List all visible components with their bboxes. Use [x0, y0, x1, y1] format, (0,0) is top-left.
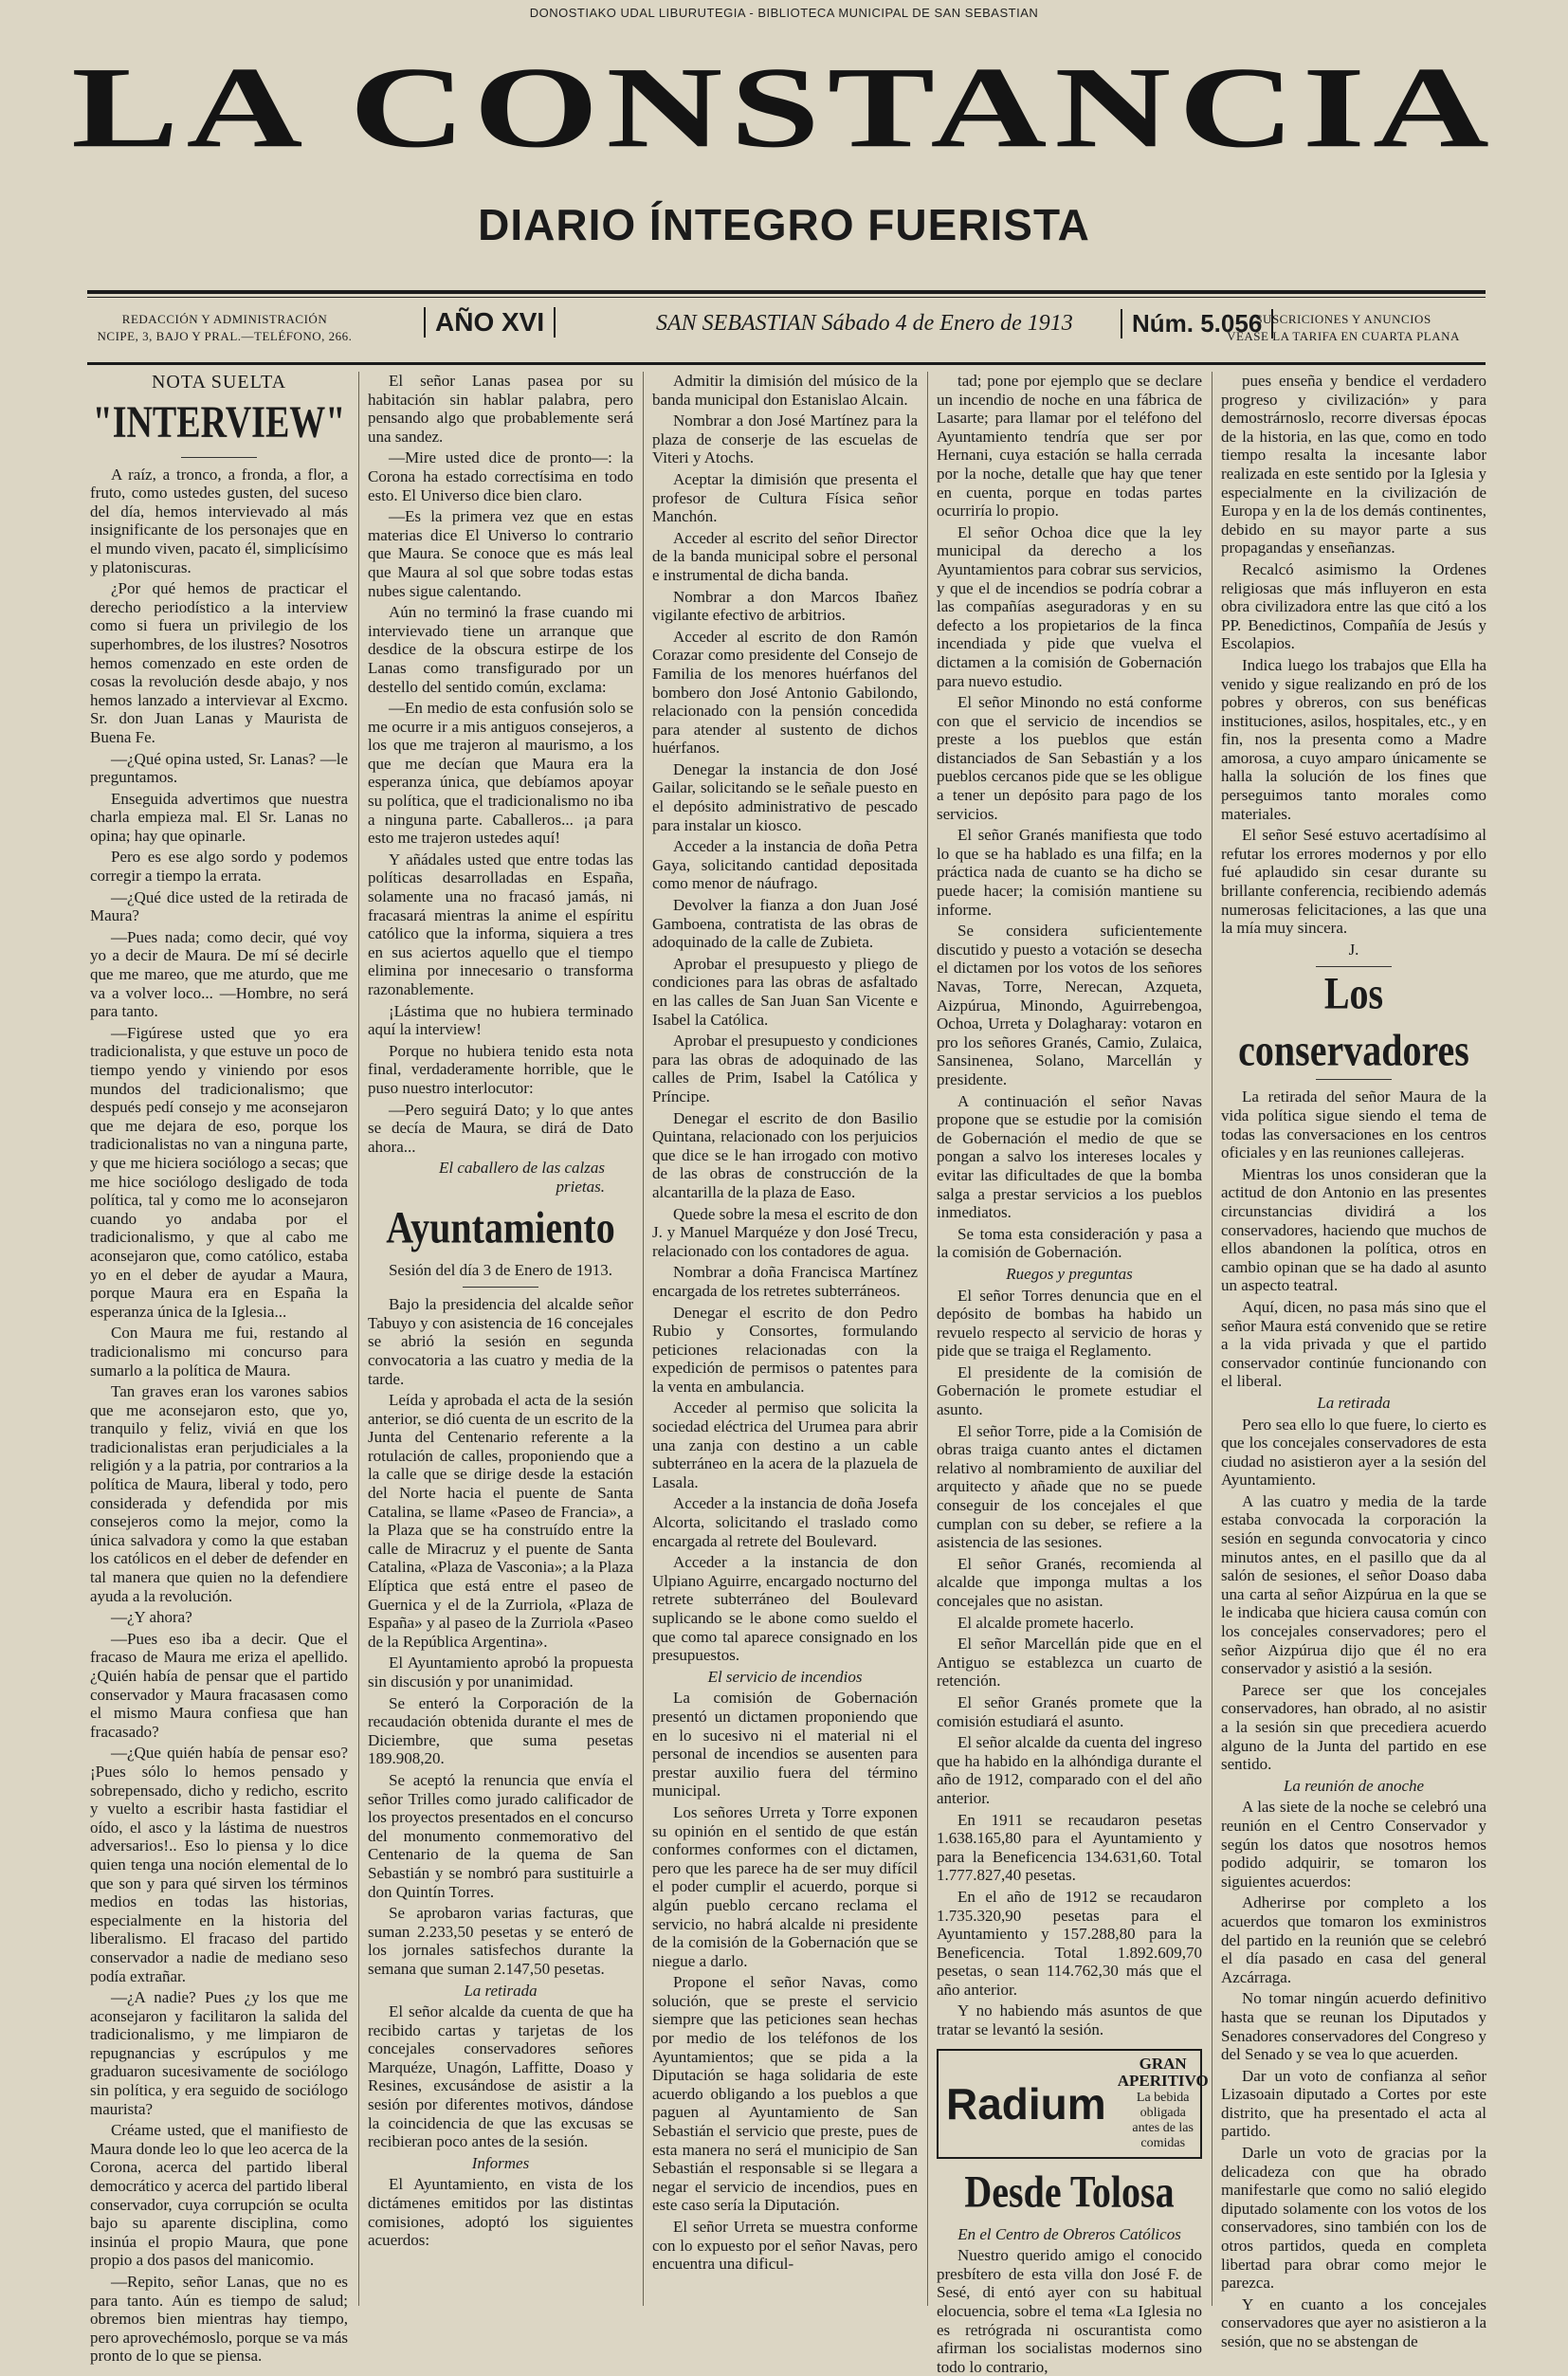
paragraph: El señor alcalde da cuenta de que ha recibido cartas y tarjetas de los concejales conservadores señores Marquéze, Unagón, Laffitte, Doaso y Resines, excusándose de asistir a la sesión por diferentes motivos, dándose la coincidencia de que las excusas se recibieran poco antes de la sesión.	[368, 2002, 633, 2151]
paragraph: Porque no hubiera tenido esta nota final, verdaderamente horrible, que le puso nuestro interlocutor:	[368, 1041, 633, 1097]
paragraph: El alcalde promete hacerlo.	[957, 1613, 1134, 1632]
info-right	[1201, 311, 1486, 345]
paragraph: El señor Torre, pide a la Comisión de obras traiga cuanto antes el dictamen relativo al nombramiento de auxiliar del arquitecto y añade que no se puede conseguir de los concejales el que cumplan con su deber, se refiere a la asistencia de las sesiones.	[937, 1421, 1202, 1552]
info-left-line1: REDACCIÓN Y ADMINISTRACIÓN	[121, 312, 328, 326]
paragraph: ¿Por qué hemos de practicar el derecho periodístico a la interview como si fuera un privilegio de los superhombres, de los ilustres? Nosotros hemos comenzado en este orden de cosas la revolución desde abajo, y nos hemos lanzado a intervievar al Excmo. Sr. don Juan Lanas y Maurista de Buena Fe.	[90, 579, 348, 746]
info-left-line2: NCIPE, 3, BAJO Y PRAL.—TELÉFONO, 266.	[97, 329, 353, 343]
ad-line1: GRAN APERITIVO	[1117, 2054, 1209, 2090]
paragraph: Aprobar el presupuesto y condiciones para las obras de adoquinado de las calles de Prim, Isabel la Católica y Príncipe.	[652, 1032, 918, 1106]
paragraph: Acceder al escrito de don Ramón Corazar como presidente del Consejo de Familia de los menores huérfanos del bombero don José Antonio Gabilondo, relacionado con la pensión concedida para atender al sustento de dichos huérfanos.	[652, 627, 918, 758]
session-line: Sesión del día 3 de Enero de 1913.	[388, 1260, 613, 1279]
paragraph: El señor Granés promete que la comisión estudiará el asunto.	[937, 1692, 1202, 1730]
paragraph: Y añádales usted que entre todas las políticas desarrolladas en España, solamente una no fracasó jamás, ni fracasará mientras la anime el espíritu católico que la informa, siquiera a tres en sus aciertos aquello que el tiempo elimina por innecesario o transforma razonablemente.	[368, 850, 633, 998]
paragraph: La retirada del señor Maura de la vida política sigue siendo el tema de todas las conversaciones en los centros oficiales y en las reuniones callejeras.	[1221, 1087, 1486, 1162]
paragraph: En el año de 1912 se recaudaron 1.735.320,90 pesetas para el Ayuntamiento y 157.288,80 para la Beneficencia. Total 1.892.609,70 pesetas, o sean 114.762,30 más que el año anterior.	[937, 1887, 1202, 1999]
paragraph: —¿A nadie? Pues ¿y los que me aconsejaron y facilitaron la salida del tradicionalismo, y me limpiaron de repugnancias y escrúpulos y me graduaron sucesivamente de sociólogo sin política, y era seguido de sociólogo maurista?	[90, 1988, 348, 2118]
paragraph: El señor alcalde da cuenta del ingreso que ha habido en la alhóndiga durante el año de 1912, comparado con el del año anterior.	[937, 1733, 1202, 1807]
paragraph: Indica luego los trabajos que Ella ha venido y sigue realizando en pró de los pobres y obreros, con sus benéficas instituciones, asilos, hospitales, etc., y en fin, nos la presenta como a Madre amorosa, a cuyo amparo únicamente se halla la solución de los fines que perseguimos tanto morales como materiales.	[1221, 655, 1486, 823]
paragraph: pues enseña y bendice el verdadero progreso y civilización» y para demostrárnoslo, recorre diversas épocas de la historia, en las que, como en todo tiempo resalta la incesante labor realizada en este sentido por la Iglesia y especialmente en la civilización de Europa y en la de los demás continentes, debido en su mayor parte a sus propagandas y enseñanzas.	[1221, 372, 1486, 557]
subheading: La retirada	[1317, 1393, 1391, 1412]
paragraph: Adherirse por completo a los acuerdos que tomaron los exministros del partido en la reunión que se celebró el día pasado en casa del general Azcárraga.	[1221, 1893, 1486, 1986]
paragraph: Con Maura me fui, restando al tradicionalismo mi concurso para sumarlo a la política de Maura.	[90, 1324, 348, 1380]
paragraph: Devolver la fianza a don Juan José Gamboena, contratista de las obras de adoquinado de la calle de Zubieta.	[652, 896, 918, 952]
paragraph: Acceder al escrito del señor Director de la banda municipal sobre el personal e instrumental de dicha banda.	[652, 528, 918, 584]
desde-tolosa-title: Desde Tolosa	[964, 2166, 1175, 2218]
paragraph: Acceder a la instancia de doña Petra Gaya, solicitando cantidad depositada como menor de náufrago.	[652, 837, 918, 893]
paragraph: ¡Lástima que no hubiera terminado aquí la interview!	[368, 1001, 633, 1039]
paragraph: El señor Urreta se muestra conforme con lo expuesto por el señor Navas, pero encuentra una dificul-	[652, 2218, 918, 2274]
paragraph: Aprobar el presupuesto y pliego de condiciones para las obras de asfaltado en las calles de San Juan San Vicente e Isabel la Católica.	[652, 954, 918, 1029]
paragraph: El señor Ochoa dice que la ley municipal da derecho a los Ayuntamientos para cobrar sus servicios, y que el de incendios se podría cobrar a las compañías aseguradoras y en su defecto a los propietarios de la finca incendiada y pide que vuelva el dictamen a la comisión de Gobernación para nuevo estudio.	[937, 522, 1202, 690]
paragraph: A las cuatro y media de la tarde estaba convocada la corporación la sesión en segunda convocatoria y cinco minutos antes, en el pasillo que da al salón de sesiones, el señor Doaso daba una carta al señor Aizpúrua en la que se le indicaba que hiciera causa común con los concejales conservadores; pero el señor Aizpúrua dijo que él no era conservador y asistió a la sesión.	[1221, 1491, 1486, 1678]
paragraph: La comisión de Gobernación presentó un dictamen proponiendo que en lo sucesivo ni el material ni el personal de incendios se ausenten para prestar auxilio fuera del término municipal.	[652, 1689, 918, 1800]
masthead-subtitle: DIARIO ÍNTEGRO FUERISTA	[478, 200, 1090, 249]
paragraph: Nombrar a don José Martínez para la plaza de conserje de las escuelas de Viteri y Atochs.	[652, 411, 918, 467]
info-bar	[87, 302, 1486, 358]
ad-brand: Radium	[946, 2078, 1106, 2129]
radium-advertisement	[937, 2049, 1209, 2159]
paragraph: Quede sobre la mesa el escrito de don J. y Manuel Marquéze y don José Trecu, relacionado con los contadores de agua.	[652, 1204, 918, 1260]
title-rule	[1316, 1079, 1392, 1080]
paragraph: A raíz, a tronco, a fronda, a flor, a fruto, como ustedes gusten, del suceso del día, hemos intervievado al más insignificante de los personajes que en el mundo viven, pacato él, simplicísimo y platoniscuras.	[90, 465, 348, 576]
ayuntamiento-title: Ayuntamiento	[386, 1200, 615, 1252]
column-separator	[643, 372, 644, 2306]
subheading: En el Centro de Obreros Católicos	[957, 2224, 1181, 2243]
paragraph: Bajo la presidencia del alcalde señor Tabuyo y con asistencia de 16 concejales se abrió la sesión en segunda convocatoria a las cuatro y media de la tarde.	[368, 1295, 633, 1388]
paragraph: Los señores Urreta y Torre exponen su opinión en el sentido de que están conformes conformes con el dictamen, pero que les parece ha de ser muy difícil el poder cumplir el acuerdo, porque si algún pueblo cercano reclama el servicio, no habrá alcalde ni presidente de la comisión de la Gobernación que se niegue a darlo.	[652, 1802, 918, 1970]
paragraph: Nombrar a don Marcos Ibañez vigilante efectivo de arbitrios.	[652, 587, 918, 625]
archive-header: DONOSTIAKO UDAL LIBURUTEGIA - BIBLIOTECA MUNICIPAL DE SAN SEBASTIAN	[529, 6, 1039, 20]
column-separator	[358, 372, 359, 2306]
paragraph: Enseguida advertimos que nuestra charla empieza mal. El Sr. Lanas no opina; hay que opinarle.	[90, 789, 348, 845]
paragraph: Propone el señor Navas, como solución, que se preste el servicio siempre que las peticiones sean hechas por medio de los teléfonos de los Ayuntamientos; que se pida a la Diputación se haga solidaria de este acuerdo obligando a los pueblos a que paguen al Ayuntamiento de San Sebastián el servicio que preste, pues de esta manera no será el municipio de San Sebastián el responsable si se llegara a negar el servicio de incendios, pues en este caso sería la Diputación.	[652, 1973, 918, 2215]
title-rule	[463, 1287, 538, 1288]
paragraph: —Figúrese usted que yo era tradicionalista, y que estuve un poco de tiempo yendo y viniendo por esos mundos del tradicionalismo; que después pedí consejo y me aconsejaron que me dejara de eso, porque los tradicionalistas no van a ninguna parte, y que me hiciera sociólogo a secas; que me hice sociólogo desligado de toda política, tal y como me lo aconsejaron cuando yo andaba por el tradicionalismo, y que al cabo me aconsejaron que, como católico, estaba yo en el deber de ayudar a Maura, porque Maura era en España la esperanza única de la Iglesia...	[90, 1023, 348, 1321]
paragraph: —Es la primera vez que en estas materias dice El Universo lo contrario que Maura. Se conoce que es más leal que Maura al sol que sobre todas estas nubes sigue calentando.	[368, 507, 633, 600]
paragraph: El presidente de la comisión de Gobernación le promete estudiar el asunto.	[937, 1362, 1202, 1419]
article-signature: El caballero de las calzas prietas.	[438, 1159, 605, 1196]
paragraph: Acceder a la instancia de doña Josefa Alcorta, solicitando el traslado como encargada al retrete del Boulevard.	[652, 1494, 918, 1550]
paragraph: El señor Sesé estuvo acertadísimo al refutar los errores modernos y por ello fué aplaudido sin cesar durante su brillante conferencia, recibiendo además numerosas felicitaciones, a las que una la mía muy sincera.	[1221, 826, 1486, 938]
bottom-rule	[87, 362, 1486, 365]
paragraph: Dar un voto de confianza al señor Lizasoain diputado a Cortes por este distrito, que ha presentado el acta al partido.	[1221, 2066, 1486, 2141]
paragraph: Acceder a la instancia de don Ulpiano Aguirre, encargado nocturno del retrete subterráneo del Boulevard suplicando se le abone como sueldo el que como tal aparece consignado en los presupuestos.	[652, 1553, 918, 1665]
nota-suelta-kicker: NOTA SUELTA	[151, 372, 287, 393]
paragraph: —¿Que quién había de pensar eso? ¡Pues sólo lo hemos pensado y sobrepensado, dicho y redicho, escrito y vuelto a escribir hasta fastidiar el oído, el asco y la lástima de nuestros adversarios!.. Eso lo piensa y lo dice quien tenga una noción elemental de lo que son y para qué sirven los términos medios en todas las historias, especialmente en la historia del liberalismo. El fracaso del partido conservador a nadie de mediano seso podía extrañar.	[90, 1744, 348, 1985]
subheading: La reunión de anoche	[1283, 1776, 1425, 1795]
issue-year: AÑO XVI	[424, 307, 556, 338]
paragraph: Tan graves eran los varones sabios que me aconsejaron esto, que yo, tranquilo y feliz, viviá en que los tradicionalistas eran perjudiciales a la religión y a la patria, por contrarios a la política de Maura, liberal y todo, pero considerada y defendida por mis consejeros como la mejor, como la única salvadora y como la que estaban los católicos en el deber de defender en tal manera que quien no la defendiere ayuda a la revolución.	[90, 1382, 348, 1605]
paragraph: El señor Granés manifiesta que todo lo que se ha hablado es una filfa; en la práctica nada de cuanto se ha dicho se puede hacer; la comisión mantiene su informe.	[937, 826, 1202, 919]
paragraph: El señor Minondo no está conforme con que el servicio de incendios se preste a los pueblos que están distanciados de San Sebastián y a los pueblos cercanos pide que se les obligue a tener un depósito para pago de los servicios.	[937, 693, 1202, 823]
paragraph: El señor Lanas pasea por su habitación sin hablar palabra, pero pensando algo que probablemente será una sandez.	[368, 372, 633, 446]
subheading: Ruegos y preguntas	[1006, 1264, 1133, 1283]
ad-text	[1118, 2056, 1209, 2151]
paragraph: El señor Granés, recomienda al alcalde que imponga multas a los concejales que no asistan.	[937, 1554, 1202, 1610]
paragraph: Aquí, dicen, no pasa más sino que el señor Maura está convenido que se retire a la vida privada y que el partido conservador continúe funcionando con el liberal.	[1221, 1297, 1486, 1391]
masthead-title: LA CONSTANCIA	[71, 43, 1497, 172]
paragraph: Pero es ese algo sordo y podemos corregir a tiempo la errata.	[90, 848, 348, 886]
paragraph: Y en cuanto a los concejales conservadores que ayer no asistieron a la sesión, que no se abstengan de	[1221, 2294, 1486, 2350]
subheading: La retirada	[464, 1981, 538, 2000]
paragraph: Nuestro querido amigo el conocido presbítero de esta villa don José F. de Sesé, di entó ayer con su habitual elocuencia, sobre el tema «La Iglesia no es retrógrada ni oscurantista como afirman los socialistas modernos sino todo lo contrario,	[937, 2246, 1202, 2376]
conservadores-title: Los conservadores	[1238, 967, 1469, 1076]
paragraph: —¿Qué dice usted de la retirada de Maura?	[90, 887, 348, 925]
paragraph: —Pero seguirá Dato; y lo que antes se decía de Maura, se dirá de Dato ahora...	[368, 1100, 633, 1156]
column-1	[90, 372, 348, 2366]
info-right-line1: SUSCRICIONES Y ANUNCIOS	[1255, 312, 1431, 326]
info-right-line2: VÉASE LA TARIFA EN CUARTA PLANA	[1227, 329, 1460, 343]
paragraph: —Mire usted dice de pronto—: la Corona ha estado correctísima en todo esto. El Universo dice bien claro.	[368, 448, 633, 504]
paragraph: tad; pone por ejemplo que se declare un incendio de noche en una fábrica de Lasarte; para llamar por el teléfono del Ayuntamiento tendría que ser por Hernani, cuya estación se halla cerrada por la noche, detalle que hay que tener en cuenta, porque en todas partes ocurriría lo propio.	[937, 372, 1202, 521]
paragraph: Recalcó asimismo la Ordenes religiosas que más influyeron en esta obra civilizadora entre las que citó a los PP. Benedictinos, Compañía de Jesús y Escolapios.	[1221, 559, 1486, 653]
interview-title: "INTERVIEW"	[92, 397, 346, 448]
paragraph: El Ayuntamiento aprobó la propuesta sin discusión y por unanimidad.	[368, 1654, 633, 1691]
paragraph: —¿Qué opina usted, Sr. Lanas? —le preguntamos.	[90, 749, 348, 787]
paragraph: Se toma esta consideración y pasa a la comisión de Gobernación.	[937, 1224, 1202, 1262]
paragraph: Denegar el escrito de don Basilio Quintana, relacionado con los perjuicios que dice se le han irrogado con motivo de las obras de construcción de la alcantarilla de la plaza de Easo.	[652, 1108, 918, 1201]
paragraph: Admitir la dimisión del músico de la banda municipal don Estanislao Alcain.	[652, 372, 918, 409]
subheading: Informes	[471, 2153, 530, 2172]
article-signature: J.	[1348, 940, 1359, 959]
paragraph: A las siete de la noche se celebró una reunión en el Centro Conservador y según los datos que nosotros hemos podido adquirir, se tomaron los siguientes acuerdos:	[1221, 1798, 1486, 1891]
paragraph: A continuación el señor Navas propone que se estudie por la comisión de Gobernación el medio de que se pongan a salvo los intereses locales y evitar las dificultades de que la bomba salga a prestar servicios a los pueblos inmediatos.	[937, 1091, 1202, 1222]
paragraph: En 1911 se recaudaron pesetas 1.638.165,80 para el Ayuntamiento y para la Beneficencia 134.631,60. Total 1.777.827,40 pesetas.	[937, 1810, 1202, 1885]
paragraph: Aún no terminó la frase cuando mi intervievado tiene un arranque que desdice de la obscura estirpe de los Lanas como transfigurado por un destello del sentido común, exclama:	[368, 603, 633, 696]
ad-line2: La bebida obligada	[1136, 2090, 1190, 2120]
paragraph: Y no habiendo más asuntos de que tratar se levantó la sesión.	[937, 2001, 1202, 2039]
column-3	[652, 372, 918, 2315]
paragraph: —En medio de esta confusión solo se me ocurre ir a mis antiguos consejeros, a los que me trajeron al maurismo, a los que me decían que Maura era la esperanza única, que debíamos apoyar su política, que el tradicionalismo no iba a ninguna parte. Caballeros... ¡a para esto me trajeron ustedes aquí!	[368, 699, 633, 848]
column-2	[368, 372, 633, 2315]
paragraph: Nombrar a doña Francisca Martínez encargada de los retretes subterráneos.	[652, 1263, 918, 1300]
paragraph: Acceder al permiso que solicita la sociedad eléctrica del Urumea para abrir una zanja con destino a un cable subterráneo en la acera de la plazuela de Lasala.	[652, 1398, 918, 1491]
paragraph: —¿Y ahora?	[111, 1608, 192, 1627]
top-rule-thin	[87, 297, 1486, 298]
ad-line3: antes de las comidas	[1132, 2120, 1194, 2150]
paragraph: —Repito, señor Lanas, que no es para tanto. Aún es tiempo de salud; obremos bien mientras hay tiempo, pero aprovechémoslo, porque se va más pronto de lo que se piensa.	[90, 2273, 348, 2366]
paragraph: —Pues eso iba a decir. Que el fracaso de Maura me eriza el apellido. ¿Quién había de pensar que el partido conservador y Maura fracasasen como el mismo Maura confiesa que han fracasado?	[90, 1629, 348, 1741]
column-separator	[927, 372, 928, 2306]
paragraph: Darle un voto de gracias por la delicadeza con que ha obrado manifestarle que como no salió elegido diputado solamente con los votos de los conservadores, sino también con los de otros partidos, queda en completa libertad para obrar como mejor le parezca.	[1221, 2144, 1486, 2293]
issue-date: SAN SEBASTIAN Sábado 4 de Enero de 1913	[656, 311, 1073, 336]
paragraph: Mientras los unos consideran que la actitud de don Antonio en las presentes circunstancias dividirá a los conservadores, haciendo que muchos de ellos abandonen la política, otros en cambio opinan que se ha dado al asunto un aspecto teatral.	[1221, 1164, 1486, 1295]
paragraph: El señor Torres denuncia que en el depósito de bombas ha habido un revuelo respecto al servicio de horas y pide que se traiga el Reglamento.	[937, 1286, 1202, 1361]
paragraph: Se considera suficientemente discutido y puesto a votación se desecha el dictamen por los votos de los señores Navas, Torre, Nerecan, Azqueta, Aizpúrua, Minondo, Aguirrebengoa, Ochoa, Urreta y Dolagharay: votaron en pro los señores Granés, Camio, Zulaica, Sansinenea, Solano, Marcellán y presidente.	[937, 922, 1202, 1088]
paragraph: No tomar ningún acuerdo definitivo hasta que se reunan los Diputados y Senadores conservadores del Congreso y del Senado y se vea lo que acuerden.	[1221, 1989, 1486, 2064]
info-left	[87, 311, 362, 345]
paragraph: Leída y aprobada el acta de la sesión anterior, se dió cuenta de un escrito de la Junta del Centenario referente a la rotulación de calles, proponiendo que a la calle que se dirige desde la estación del Norte hacia el puente de Santa Catalina, se llame «Paseo de Francia», a la Plaza que se ha construído entre la calle de Miracruz y el puente de Santa Catalina, «Plaza de Vasconia»; a la Plaza Elíptica que está entre el paseo de Guernica y el de la Zurriola, «Plaza de España» y al paseo de la Zurriola «Paseo de la República Argentina».	[368, 1391, 633, 1651]
paragraph: El señor Marcellán pide que en el Antiguo se establezca un cuarto de retención.	[937, 1635, 1202, 1691]
paragraph: Se enteró la Corporación de la recaudación obtenida durante el mes de Diciembre, que suma pesetas 189.908,20.	[368, 1693, 633, 1768]
column-5	[1221, 372, 1486, 2350]
issue-number: Núm. 5.056	[1121, 309, 1273, 338]
paragraph: El Ayuntamiento, en vista de los dictámenes emitidos por las distintas comisiones, adoptó los siguientes acuerdos:	[368, 2175, 633, 2250]
paragraph: Parece ser que los concejales conservadores, han obrado, al no asistir a la sesión sin que precediera acuerdo alguno de la Junta del partido en ese sentido.	[1221, 1680, 1486, 1774]
paragraph: Se aceptó la renuncia que envía el señor Trilles como jurado calificador de los proyectos presentados en el concurso del monumento conmemorativo del Centenario de la quema de San Sebastián y se nombró para sustituirle a don Quintín Torres.	[368, 1770, 633, 1901]
paragraph: Se aprobaron varias facturas, que suman 2.233,50 pesetas y se enteró de los jornales satisfechos durante la semana que suman 2.147,50 pesetas.	[368, 1904, 633, 1978]
title-rule	[181, 457, 257, 458]
paragraph: Pero sea ello lo que fuere, lo cierto es que los concejales conservadores de esta ciudad no asistieron ayer a la sesión del Ayuntamiento.	[1221, 1415, 1486, 1490]
paragraph: Créame usted, que el manifiesto de Maura donde leo lo que leo acerca de la Corona, acerca del partido liberal democrático y acerca del partido liberal conservador, cuya corrupción se oculta bajo su aparente disciplina, como insinúa el propio Maura, que pone propio a dos pasos del manicomio.	[90, 2121, 348, 2270]
paragraph: Denegar la instancia de don José Gailar, solicitando se le señale puesto en el depósito administrativo de pescado para instalar un kiosco.	[652, 759, 918, 834]
top-rule	[87, 290, 1486, 294]
paragraph: Denegar el escrito de don Pedro Rubio y Consortes, formulando peticiones relacionadas con la expedición de permisos o patentes para la venta en ambulancia.	[652, 1303, 918, 1396]
column-4	[937, 372, 1209, 2376]
paragraph: —Pues nada; como decir, qué voy yo a decir de Maura. De mí sé decirle que me mareo, que me aturdo, que me va a volver loco... —Hombre, no será para tanto.	[90, 927, 348, 1021]
paragraph: Aceptar la dimisión que presenta el profesor de Cultura Física señor Manchón.	[652, 469, 918, 526]
subheading: El servicio de incendios	[707, 1667, 863, 1686]
